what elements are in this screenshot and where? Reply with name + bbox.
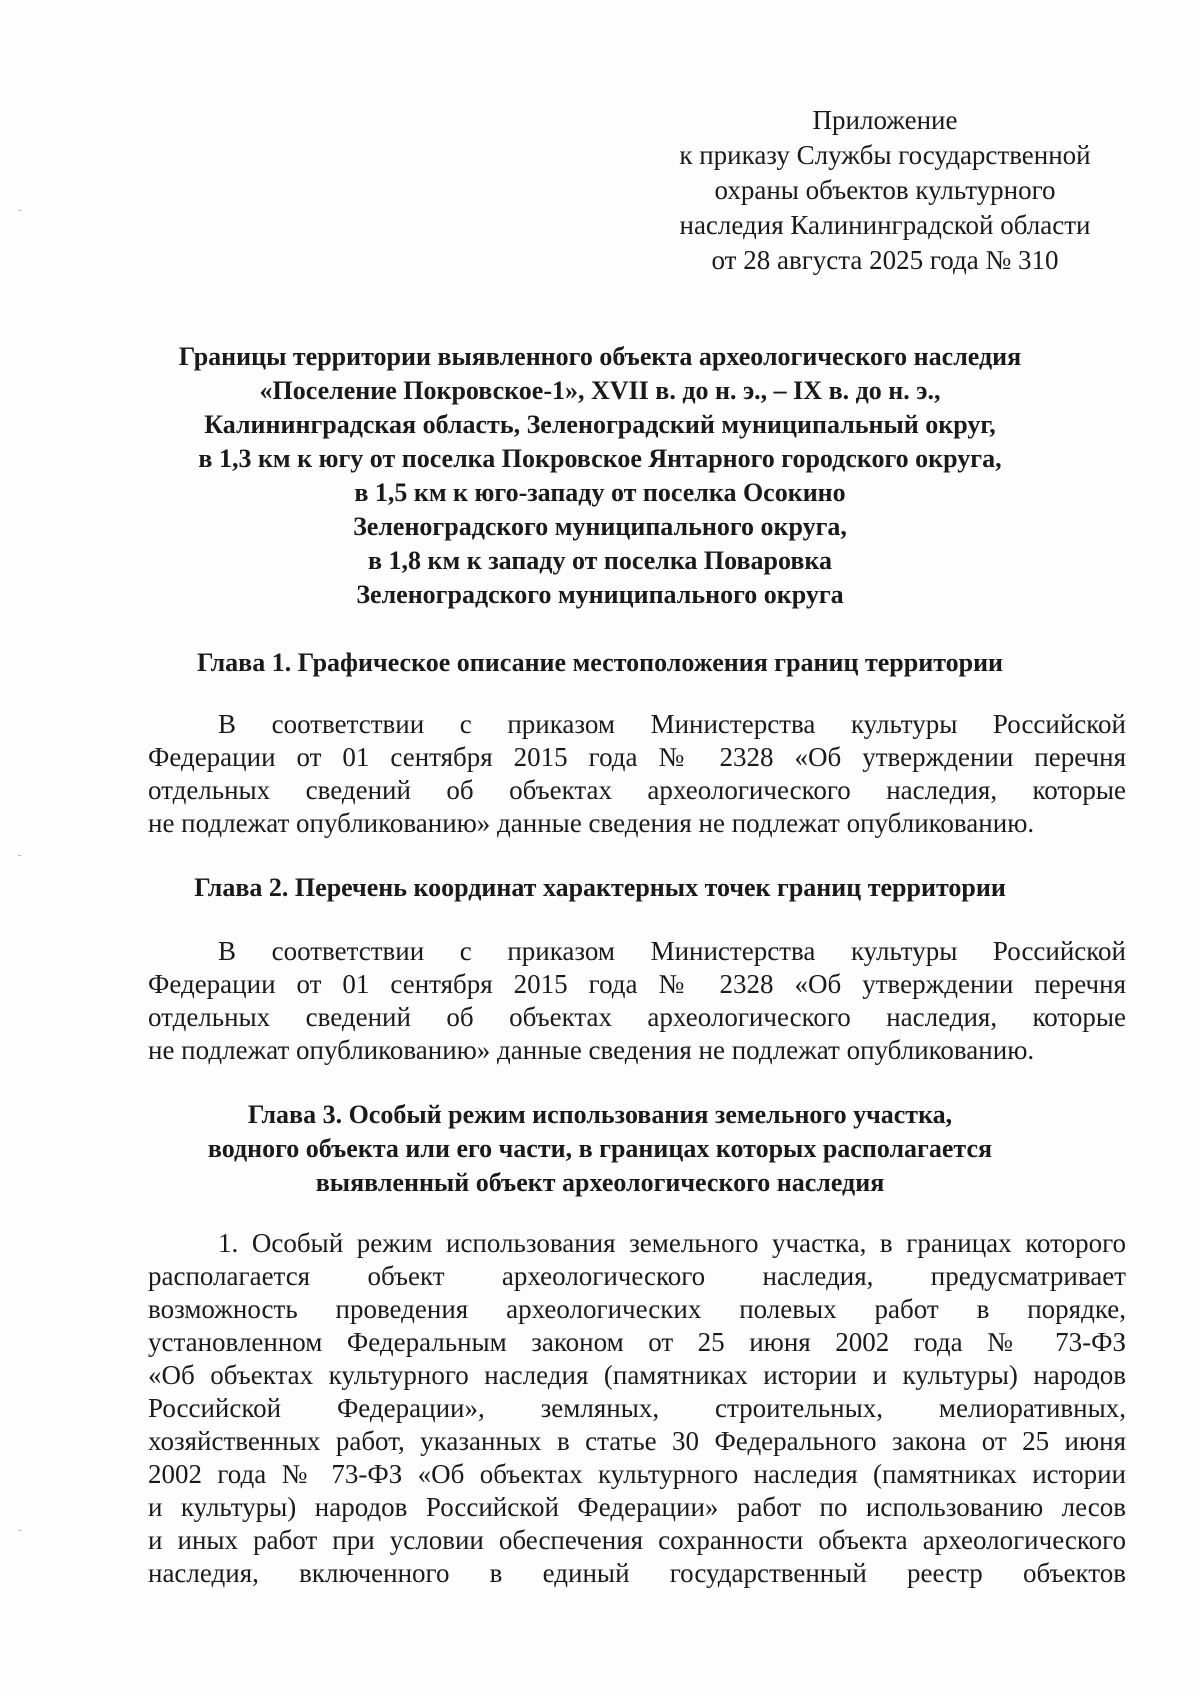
title-line: «Поселение Покровское-1», XVII в. до н. э., – IX в. до н. э., [259, 376, 941, 405]
annex-line: наследия Калининградской области [679, 210, 1091, 240]
chapter-3-heading-line: выявленный объект археологического наследия [315, 1168, 885, 1197]
paragraph-line: не подлежат опубликованию» данные сведения не подлежат опубликованию. [148, 1035, 1035, 1065]
chapter-1-heading-text: Глава 1. Графическое описание местоположения границ территории [196, 648, 1004, 677]
paragraph-line: располагается объект археологического наследия, предусматривает [148, 1261, 1126, 1291]
paragraph-line: 1. Особый режим использования земельного участка, в границах которого [218, 1228, 1126, 1258]
title-line: в 1,8 км к западу от поселка Поваровка [368, 546, 832, 575]
chapter-3-heading-line: водного объекта или его части, в границах которых располагается [207, 1134, 993, 1163]
title-line: Калининградская область, Зеленоградский муниципальный округ, [204, 410, 996, 439]
document-title [120, 340, 1080, 612]
title-line: Границы территории выявленного объекта археологического наследия [178, 342, 1022, 371]
paragraph-line: и культуры) народов Российской Федерации» работ по использованию лесов [148, 1492, 1126, 1522]
annex-line: к приказу Службы государственной [679, 140, 1091, 170]
annex-line: Приложение [812, 105, 958, 135]
paragraph-line: В соответствии с приказом Министерства культуры Российской [218, 709, 1126, 739]
scan-mark [18, 855, 21, 856]
chapter-3-heading [120, 1098, 1080, 1200]
paragraph-line: В соответствии с приказом Министерства культуры Российской [218, 936, 1126, 966]
chapter-2-heading [120, 871, 1080, 905]
chapter-2-paragraph [148, 935, 1126, 1067]
paragraph-line: не подлежат опубликованию» данные сведения не подлежат опубликованию. [148, 808, 1035, 838]
paragraph-line: хозяйственных работ, указанных в статье 30 Федерального закона от 25 июня [148, 1426, 1126, 1456]
paragraph-line: возможность проведения археологических полевых работ в порядке, [148, 1294, 1126, 1324]
paragraph-line: отдельных сведений об объектах археологического наследия, которые [148, 775, 1126, 805]
title-line: Зеленоградского муниципального округа [356, 580, 844, 609]
paragraph-line: наследия, включенного в единый государственный реестр объектов [148, 1558, 1126, 1588]
title-line: Зеленоградского муниципального округа, [353, 512, 847, 541]
scan-mark [18, 1530, 21, 1531]
paragraph-line: Федерации от 01 сентября 2015 года № 2328 «Об утверждении перечня [148, 742, 1126, 772]
title-line: в 1,3 км к югу от поселка Покровское Янтарного городского округа, [198, 444, 1002, 473]
chapter-3-paragraph [148, 1227, 1126, 1590]
annex-header [640, 103, 1130, 278]
paragraph-line: и иных работ при условии обеспечения сохранности объекта археологического [148, 1525, 1126, 1555]
paragraph-line: Федерации от 01 сентября 2015 года № 2328 «Об утверждении перечня [148, 969, 1126, 999]
paragraph-line: Российской Федерации», земляных, строительных, мелиоративных, [148, 1393, 1126, 1423]
annex-line: охраны объектов культурного [714, 175, 1056, 205]
annex-line: от 28 августа 2025 года № 310 [711, 245, 1059, 275]
chapter-2-heading-text: Глава 2. Перечень координат характерных точек границ территории [194, 873, 1006, 902]
paragraph-line: отдельных сведений об объектах археологического наследия, которые [148, 1002, 1126, 1032]
paragraph-line: «Об объектах культурного наследия (памятниках истории и культуры) народов [148, 1360, 1126, 1390]
title-line: в 1,5 км к юго-западу от поселка Осокино [354, 478, 846, 507]
chapter-1-paragraph [148, 708, 1126, 840]
chapter-3-heading-line: Глава 3. Особый режим использования земельного участка, [247, 1100, 953, 1129]
paragraph-line: установленном Федеральным законом от 25 июня 2002 года № 73-ФЗ [148, 1327, 1126, 1357]
paragraph-line: 2002 года № 73-ФЗ «Об объектах культурного наследия (памятниках истории [148, 1459, 1126, 1489]
scan-mark [18, 210, 21, 211]
chapter-1-heading [120, 646, 1080, 680]
